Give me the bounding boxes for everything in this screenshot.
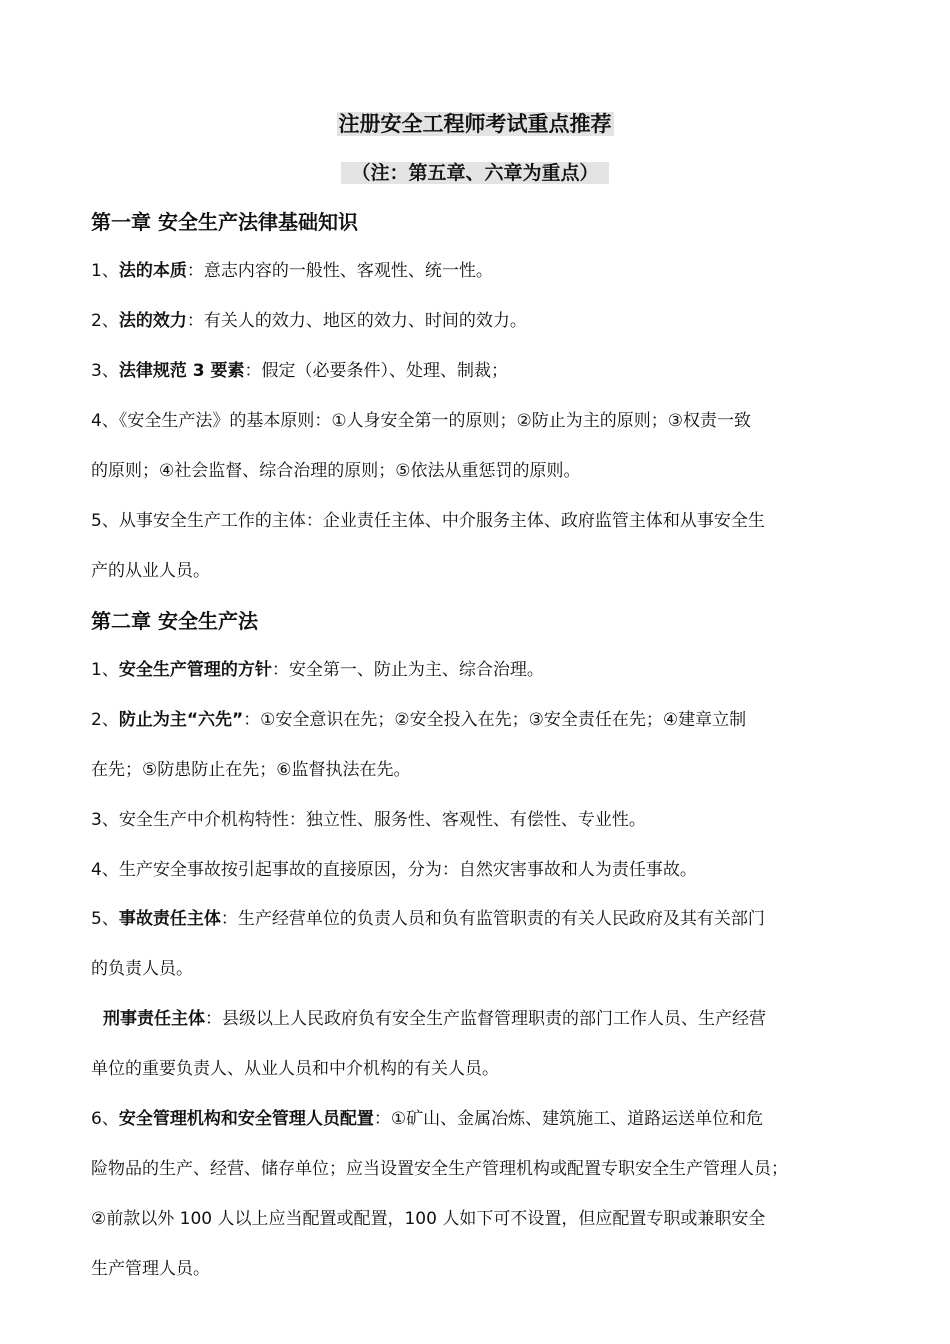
document-subtitle [0,156,950,190]
ch2-item-4: 4、生产安全事故按引起事故的直接原因，分为：自然灾害事故和人为责任事故。 [91,860,697,880]
ch2-item-6-line-4: 生产管理人员。 [91,1259,210,1279]
ch2-item-6-term: 安全管理机构和安全管理人员配置 [118,1109,374,1129]
ch1-item-2-num: 2、 [91,311,119,331]
ch2-item-5-line-2: 的负责人员。 [91,959,193,979]
ch2-item-5-text: ：生产经营单位的负责人员和负有监管职责的有关人民政府及其有关部门 [220,909,765,929]
ch1-item-4-line-2: 的原则；④社会监督、综合治理的原则；⑤依法从重惩罚的原则。 [91,461,581,481]
ch2-item-5 [91,904,765,934]
ch2-item-6-line-2: 险物品的生产、经营、储存单位；应当设置安全生产管理机构或配置专职安全生产管理人员； [91,1159,788,1179]
ch2-item-1-num: 1、 [91,660,119,680]
ch2-item-6-text: ：①矿山、金属冶炼、建筑施工、道路运送单位和危 [373,1109,764,1129]
ch1-item-2-text: ：有关人的效力、地区的效力、时间的效力。 [186,311,527,331]
ch1-item-1-term: 法的本质 [118,261,187,281]
ch2-item-6-line-3: ②前款以外 100 人以上应当配置或配置，100 人如下可不设置，但应配置专职或兼职安全 [91,1209,766,1229]
ch2-item-5-num: 5、 [91,909,119,929]
ch1-item-3-num: 3、 [91,361,119,381]
chapter-2-heading: 第二章 安全生产法 [91,609,258,633]
ch2-item-3: 3、安全生产中介机构特性：独立性、服务性、客观性、有偿性、专业性。 [91,810,646,830]
ch1-item-3-text: ：假定（必要条件）、处理、制裁； [244,361,508,381]
ch1-item-4-line-1: 4、《安全生产法》的基本原则：①人身安全第一的原则；②防止为主的原则；③权责一致 [91,411,752,431]
chapter-1-heading: 第一章 安全生产法律基础知识 [91,210,358,234]
ch1-item-5-line-2: 产的从业人员。 [91,561,210,581]
ch2-item-6 [91,1104,763,1134]
ch2-item-5-term: 事故责任主体 [118,909,221,929]
ch2-item-1 [91,655,544,685]
ch1-item-5-line-1: 5、从事安全生产工作的主体：企业责任主体、中介服务主体、政府监管主体和从事安全生 [91,511,765,531]
ch1-item-2-term: 法的效力 [118,311,187,331]
ch1-item-3-term: 法律规范 3 要素 [118,361,245,381]
ch2-item-5b-term: 刑事责任主体 [103,1009,205,1029]
ch2-item-2 [91,705,746,735]
ch2-item-5b-line-2: 单位的重要负责人、从业人员和中介机构的有关人员。 [91,1059,499,1079]
document-title-text: 注册安全工程师考试重点推荐 [338,112,612,136]
document-subtitle-text: （注：第五章、六章为重点） [341,162,608,184]
ch2-item-1-text: ：安全第一、防止为主、综合治理。 [271,660,544,680]
ch2-item-1-term: 安全生产管理的方针 [118,660,272,680]
ch1-item-3 [91,356,508,386]
ch2-item-2-line-2: 在先；⑤防患防止在先；⑥监督执法在先。 [91,760,411,780]
ch1-item-1-num: 1、 [91,261,119,281]
ch2-item-5b-text: ：县级以上人民政府负有安全生产监督管理职责的部门工作人员、生产经营 [205,1009,766,1029]
ch2-item-2-text: ：①安全意识在先；②安全投入在先；③安全责任在先；④建章立制 [243,710,747,730]
ch2-item-2-num: 2、 [91,710,119,730]
ch1-item-1 [91,256,493,286]
ch2-item-5b [103,1004,766,1034]
ch2-item-6-num: 6、 [91,1109,119,1129]
document-title [0,107,950,141]
ch1-item-1-text: ：意志内容的一般性、客观性、统一性。 [186,261,493,281]
ch1-item-2 [91,306,527,336]
ch2-item-2-term: 防止为主“六先” [118,710,244,730]
